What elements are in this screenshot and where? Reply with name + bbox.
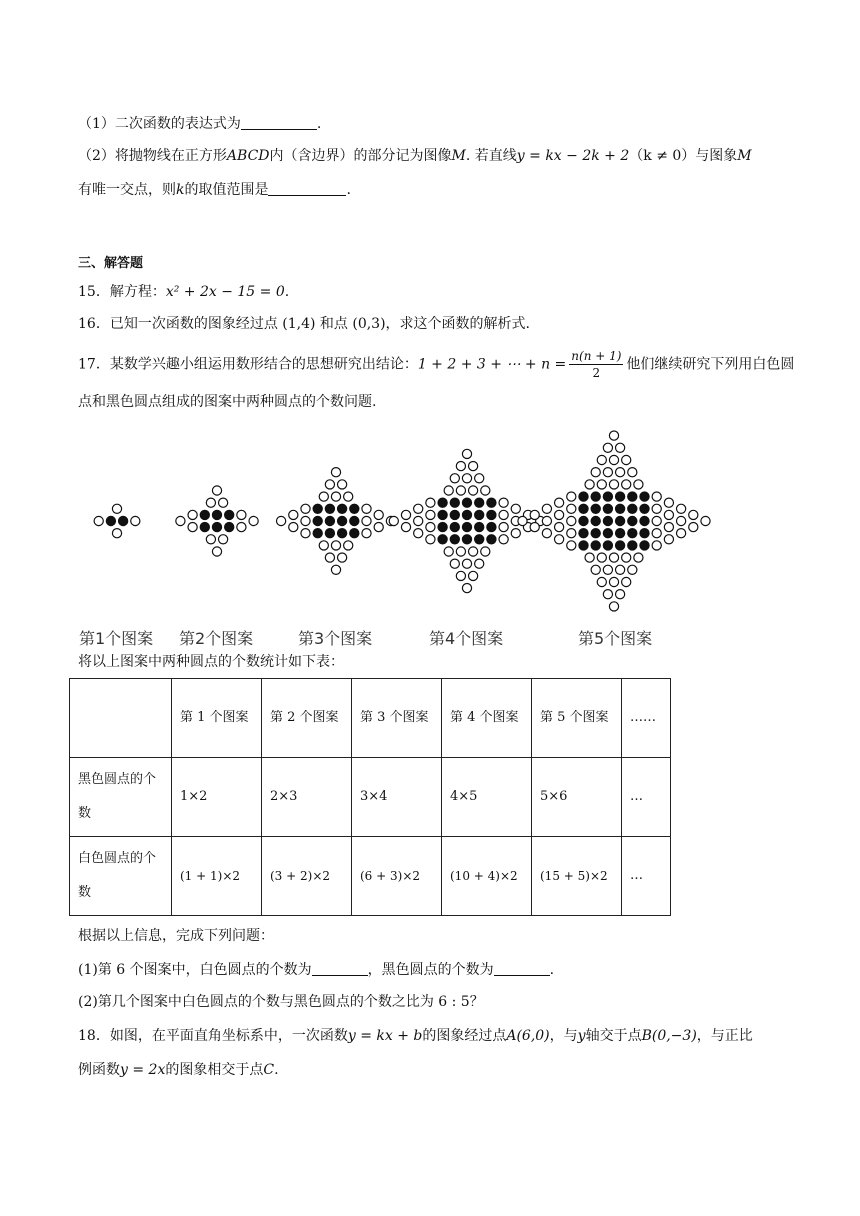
black-dot	[628, 516, 637, 525]
white-dot	[212, 547, 221, 556]
black-dot	[438, 535, 447, 544]
fraction: $\frac{n(n + 1)}{2}$	[571, 349, 622, 380]
q14-part2-line2: 有唯一交点，则k的取值范围是 .	[78, 182, 351, 198]
white-dot	[597, 455, 606, 464]
black-dot	[640, 492, 649, 501]
white-dot	[219, 535, 228, 544]
black-dot	[579, 541, 588, 550]
white-dot	[511, 529, 520, 538]
white-dot	[389, 516, 398, 525]
white-dot	[609, 431, 618, 440]
section-heading: 三、解答题	[78, 256, 144, 271]
black-dot	[640, 516, 649, 525]
black-dot	[338, 504, 347, 513]
white-dot	[542, 529, 551, 538]
table-cell: 5×6	[532, 758, 622, 837]
table-cell: (6 + 3)×2	[352, 837, 442, 916]
white-dot	[456, 462, 465, 471]
white-dot	[301, 504, 310, 513]
black-dot	[579, 492, 588, 501]
white-dot	[319, 492, 328, 501]
white-dot	[362, 516, 371, 525]
black-dot	[325, 504, 334, 513]
black-dot	[475, 498, 484, 507]
black-dot	[350, 529, 359, 538]
black-dot	[475, 523, 484, 532]
white-dot	[677, 504, 686, 513]
white-dot	[616, 443, 625, 452]
black-dot	[628, 541, 637, 550]
white-dot	[628, 565, 637, 574]
black-dot	[591, 541, 600, 550]
table-cell: 第 5 个图案	[532, 679, 622, 758]
white-dot	[444, 547, 453, 556]
white-dot	[401, 510, 410, 519]
table-header-row	[70, 679, 671, 758]
white-dot	[456, 486, 465, 495]
white-dot	[567, 529, 576, 538]
white-dot	[499, 510, 508, 519]
pattern-label: 第5个图案	[578, 629, 653, 648]
black-dot	[313, 529, 322, 538]
white-dot	[609, 455, 618, 464]
white-dot	[469, 571, 478, 580]
white-dot	[426, 523, 435, 532]
white-dot	[616, 565, 625, 574]
white-dot	[176, 516, 185, 525]
black-dot	[450, 535, 459, 544]
white-dot	[462, 449, 471, 458]
black-dot	[350, 516, 359, 525]
white-dot	[652, 492, 661, 501]
table-cell: …	[622, 758, 671, 837]
black-dot	[325, 516, 334, 525]
white-dot	[603, 443, 612, 452]
white-dot	[585, 480, 594, 489]
white-dot	[426, 498, 435, 507]
table-row	[70, 837, 671, 916]
white-dot	[374, 523, 383, 532]
white-dot	[481, 486, 490, 495]
black-dot	[475, 535, 484, 544]
white-dot	[188, 523, 197, 532]
white-dot	[469, 486, 478, 495]
black-dot	[225, 510, 234, 519]
white-dot	[94, 516, 103, 525]
white-dot	[555, 523, 564, 532]
white-dot	[616, 590, 625, 599]
q17-sub2: (2)第几个图案中白色圆点的个数与黑色圆点的个数之比为 6 : 5？	[78, 994, 484, 1010]
white-dot	[401, 523, 410, 532]
black-dot	[212, 523, 221, 532]
white-dot	[677, 516, 686, 525]
white-dot	[414, 516, 423, 525]
white-dot	[634, 553, 643, 562]
table-cell: 4×5	[442, 758, 532, 837]
black-dot	[591, 504, 600, 513]
white-dot	[518, 516, 527, 525]
black-dot	[450, 510, 459, 519]
white-dot	[338, 553, 347, 562]
white-dot	[689, 523, 698, 532]
white-dot	[622, 553, 631, 562]
table-cell: …	[622, 837, 671, 916]
white-dot	[462, 584, 471, 593]
white-dot	[609, 480, 618, 489]
white-dot	[567, 516, 576, 525]
table-cell	[70, 679, 172, 758]
white-dot	[237, 510, 246, 519]
black-dot	[475, 510, 484, 519]
q14-part2: （2）将抛物线在正方形ABCD内（含边界）的部分记为图像M. 若直线y = kx − 2k + 2（k ≠ 0）与图象M	[78, 148, 752, 164]
table-cell: 3×4	[352, 758, 442, 837]
black-dot	[119, 516, 128, 525]
black-dot	[603, 541, 612, 550]
black-dot	[628, 492, 637, 501]
table-cell: 第 4 个图案	[442, 679, 532, 758]
table-intro: 将以上图案中两种圆点的个数统计如下表：	[78, 654, 344, 670]
dot-count-table	[69, 678, 671, 916]
black-dot	[487, 510, 496, 519]
white-dot	[206, 535, 215, 544]
white-dot	[591, 565, 600, 574]
table-row-label: 黑色圆点的个数	[70, 758, 172, 837]
table-cell: 第 2 个图案	[262, 679, 352, 758]
white-dot	[664, 535, 673, 544]
white-dot	[499, 523, 508, 532]
black-dot	[628, 504, 637, 513]
white-dot	[628, 468, 637, 477]
q15: 15．解方程：x² + 2x − 15 = 0.	[78, 284, 290, 300]
black-dot	[438, 498, 447, 507]
white-dot	[609, 577, 618, 586]
black-dot	[212, 510, 221, 519]
white-dot	[331, 565, 340, 574]
white-dot	[511, 504, 520, 513]
black-dot	[591, 492, 600, 501]
black-dot	[616, 516, 625, 525]
table-cell: 2×3	[262, 758, 352, 837]
black-dot	[579, 504, 588, 513]
after-table-text: 根据以上信息，完成下列问题：	[78, 928, 274, 944]
white-dot	[634, 480, 643, 489]
black-dot	[350, 504, 359, 513]
table-cell: (10 + 4)×2	[442, 837, 532, 916]
white-dot	[597, 480, 606, 489]
white-dot	[414, 504, 423, 513]
white-dot	[475, 559, 484, 568]
white-dot	[475, 474, 484, 483]
white-dot	[325, 480, 334, 489]
white-dot	[622, 455, 631, 464]
answer-blank[interactable]	[268, 181, 346, 196]
black-dot	[200, 523, 209, 532]
black-dot	[462, 535, 471, 544]
table-cell: (15 + 5)×2	[532, 837, 622, 916]
white-dot	[652, 504, 661, 513]
white-dot	[652, 516, 661, 525]
black-dot	[225, 523, 234, 532]
white-dot	[664, 523, 673, 532]
q17-sub1: (1)第 6 个图案中，白色圆点的个数为 ，黑色圆点的个数为 .	[78, 962, 555, 978]
white-dot	[426, 535, 435, 544]
answer-blank[interactable]	[241, 115, 317, 130]
white-dot	[530, 510, 539, 519]
black-dot	[579, 516, 588, 525]
white-dot	[277, 516, 286, 525]
black-dot	[325, 529, 334, 538]
black-dot	[450, 523, 459, 532]
white-dot	[609, 553, 618, 562]
white-dot	[609, 602, 618, 611]
table-cell: ……	[622, 679, 671, 758]
black-dot	[438, 510, 447, 519]
q18-line1: 18．如图，在平面直角坐标系中，一次函数y = kx + b的图象经过点A(6,0)，与y轴交于点B(0,−3)，与正比	[78, 1028, 753, 1044]
white-dot	[450, 559, 459, 568]
table-cell: 1×2	[172, 758, 262, 837]
q16: 16．已知一次函数的图象经过点 (1,4) 和点 (0,3)，求这个函数的解析式.	[78, 316, 530, 332]
black-dot	[603, 529, 612, 538]
white-dot	[414, 529, 423, 538]
black-dot	[106, 516, 115, 525]
black-dot	[616, 529, 625, 538]
white-dot	[664, 498, 673, 507]
white-dot	[301, 529, 310, 538]
white-dot	[555, 498, 564, 507]
white-dot	[344, 541, 353, 550]
white-dot	[469, 462, 478, 471]
black-dot	[338, 516, 347, 525]
table-cell: (3 + 2)×2	[262, 837, 352, 916]
pattern-label: 第3个图案	[298, 629, 373, 648]
white-dot	[237, 523, 246, 532]
black-dot	[628, 529, 637, 538]
pattern-label: 第2个图案	[179, 629, 254, 648]
black-dot	[640, 504, 649, 513]
black-dot	[616, 492, 625, 501]
white-dot	[462, 474, 471, 483]
black-dot	[487, 498, 496, 507]
white-dot	[219, 498, 228, 507]
white-dot	[664, 510, 673, 519]
black-dot	[603, 504, 612, 513]
white-dot	[652, 541, 661, 550]
white-dot	[331, 468, 340, 477]
answer-blank[interactable]	[312, 961, 368, 976]
table-row-label: 白色圆点的个数	[70, 837, 172, 916]
white-dot	[469, 547, 478, 556]
white-dot	[462, 559, 471, 568]
white-dot	[542, 516, 551, 525]
white-dot	[616, 468, 625, 477]
white-dot	[542, 504, 551, 513]
black-dot	[313, 516, 322, 525]
white-dot	[530, 523, 539, 532]
table-cell: 第 1 个图案	[172, 679, 262, 758]
white-dot	[131, 516, 140, 525]
black-dot	[338, 529, 347, 538]
white-dot	[603, 565, 612, 574]
white-dot	[622, 480, 631, 489]
pattern-label: 第1个图案	[79, 629, 154, 648]
white-dot	[481, 547, 490, 556]
white-dot	[426, 510, 435, 519]
white-dot	[499, 498, 508, 507]
black-dot	[591, 529, 600, 538]
white-dot	[362, 504, 371, 513]
white-dot	[319, 541, 328, 550]
answer-blank[interactable]	[494, 961, 550, 976]
white-dot	[331, 492, 340, 501]
white-dot	[677, 529, 686, 538]
white-dot	[567, 504, 576, 513]
q14-part1: （1）二次函数的表达式为 .	[78, 116, 322, 132]
white-dot	[567, 492, 576, 501]
white-dot	[289, 510, 298, 519]
white-dot	[249, 516, 258, 525]
black-dot	[313, 504, 322, 513]
white-dot	[701, 516, 710, 525]
white-dot	[112, 529, 121, 538]
dot-patterns-figure	[0, 410, 860, 620]
white-dot	[112, 504, 121, 513]
q17-line2: 点和黑色圆点组成的图案中两种圆点的个数问题.	[78, 394, 377, 410]
black-dot	[438, 523, 447, 532]
black-dot	[487, 523, 496, 532]
black-dot	[487, 535, 496, 544]
white-dot	[456, 547, 465, 556]
black-dot	[462, 498, 471, 507]
white-dot	[603, 590, 612, 599]
white-dot	[374, 510, 383, 519]
white-dot	[331, 541, 340, 550]
table-cell: (1 + 1)×2	[172, 837, 262, 916]
black-dot	[591, 516, 600, 525]
white-dot	[444, 486, 453, 495]
black-dot	[462, 523, 471, 532]
white-dot	[325, 553, 334, 562]
white-dot	[450, 474, 459, 483]
white-dot	[456, 571, 465, 580]
white-dot	[652, 529, 661, 538]
white-dot	[499, 535, 508, 544]
black-dot	[603, 516, 612, 525]
black-dot	[616, 541, 625, 550]
white-dot	[603, 468, 612, 477]
white-dot	[206, 498, 215, 507]
black-dot	[450, 498, 459, 507]
white-dot	[585, 553, 594, 562]
black-dot	[640, 541, 649, 550]
table-row	[70, 758, 671, 837]
white-dot	[622, 577, 631, 586]
black-dot	[462, 510, 471, 519]
black-dot	[640, 529, 649, 538]
black-dot	[603, 492, 612, 501]
white-dot	[567, 541, 576, 550]
pattern-label: 第4个图案	[429, 629, 504, 648]
black-dot	[579, 529, 588, 538]
white-dot	[597, 553, 606, 562]
q18-line2: 例函数y = 2x的图象相交于点C.	[78, 1062, 279, 1078]
white-dot	[555, 510, 564, 519]
white-dot	[212, 486, 221, 495]
white-dot	[301, 516, 310, 525]
table-cell: 第 3 个图案	[352, 679, 442, 758]
black-dot	[616, 504, 625, 513]
white-dot	[289, 523, 298, 532]
white-dot	[555, 535, 564, 544]
white-dot	[362, 529, 371, 538]
white-dot	[338, 480, 347, 489]
white-dot	[591, 468, 600, 477]
black-dot	[200, 510, 209, 519]
white-dot	[188, 510, 197, 519]
white-dot	[597, 577, 606, 586]
q17-line1: 17．某数学兴趣小组运用数形结合的思想研究出结论：1 + 2 + 3 + ⋯ + n = $\frac{n(n + 1)}{2}$ 他们继续研究下列用白色圆	[78, 349, 795, 380]
white-dot	[344, 492, 353, 501]
white-dot	[689, 510, 698, 519]
